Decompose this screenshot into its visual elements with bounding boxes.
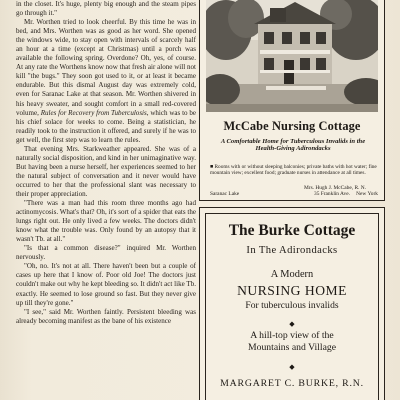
mccabe-features: ■ Rooms with or without sleeping balconies; private baths with hot water; fine mountain view; excellent food; graduate nurses in attendance at all times. bbox=[210, 164, 377, 177]
mccabe-advertisement bbox=[199, 0, 385, 201]
mccabe-proprietor: Mrs. Hugh J. McCabe, R. N. bbox=[304, 185, 366, 191]
burke-view-line: A hill-top view of the bbox=[250, 330, 334, 341]
mccabe-location bbox=[210, 191, 378, 197]
cottage-photo bbox=[206, 0, 378, 112]
article-paragraph: "Oh, no. It's not at all. There haven't been but a couple of cases up here that I know of. Poor old Joe! The doctors just couldn't make out why he kept bleeding so. It didn't act like Tb. exactly. He seemed to lose ground so fast. But they never give up till they're gone." bbox=[16, 262, 196, 307]
burke-view-text bbox=[200, 330, 384, 354]
cottage-photo-image bbox=[206, 0, 378, 112]
burke-advertisement bbox=[199, 207, 385, 400]
article-column bbox=[16, 0, 196, 400]
burke-proprietor: MARGARET C. BURKE, R.N. bbox=[220, 378, 364, 389]
book-title: Rules for Recovery from Tuberculosis bbox=[40, 108, 147, 117]
diamond-ornament-icon: ◆ bbox=[289, 320, 295, 328]
mccabe-title: McCabe Nursing Cottage bbox=[223, 119, 361, 133]
article-paragraph: "I see," said Mr. Worthen faintly. Persistent bleeding was already becoming manifest as the bane of his existence bbox=[16, 307, 196, 325]
burke-nursing-home: NURSING HOME bbox=[237, 283, 347, 298]
mccabe-town: Saranac Lake bbox=[210, 191, 240, 197]
mccabe-subtitle: A Comfortable Home for Tuberculous Invalids in the Health-Giving Adirondacks bbox=[220, 138, 366, 153]
article-paragraph: "Is that a common disease?" inquired Mr. Worthen nervously. bbox=[16, 244, 196, 262]
article-text: Mr. Worthen tried to look cheerful. By this time he was in bed, and Mrs. Worthen was as good as her word. She opened the windows wide, to stay open with intervals of scarcely half an hour at a time (except at Christmas) until a porch was available the following spring. Overdone? Oh, yes, of course. At any rate the Worthens know now that fresh air alone will not kill "the bugs." They soon got used to it, or at least it became endurable. But this dismal August day was extremely cold, even for Saranac Lake at that season. Mr. Worthen shivered in his heavy sweater, and sought comfort in a small red-covered volume, bbox=[16, 18, 196, 117]
article-paragraph: "There was a man had this room three months ago had actinomycosis. What's that? Oh, it's sort of a spider that eats the lungs right out. He only lived a few weeks. The doctors didn't know what the trouble was. Only found by an autopsy that it wasn't Tb. at all." bbox=[16, 199, 196, 244]
burke-for-line: For tuberculous invalids bbox=[245, 300, 339, 311]
mccabe-state: New York bbox=[356, 191, 378, 197]
article-paragraph: in the closet. It's huge, plenty big enough and the steam pipes go through it." bbox=[16, 0, 196, 18]
article-text: , which was to be his chief solace for weeks to come. Being a statistician, he readily took to the instruction it offered, and surely if he was to get well, the first step was to learn the rules. bbox=[16, 108, 196, 144]
mccabe-street: 35 Franklin Ave. bbox=[314, 191, 350, 198]
burke-location: In The Adirondacks bbox=[246, 245, 338, 256]
burke-modern-line: A Modern bbox=[270, 269, 314, 280]
diamond-ornament-icon: ◆ bbox=[289, 363, 295, 371]
burke-title: The Burke Cottage bbox=[228, 222, 356, 239]
burke-view-line: Mountains and Village bbox=[247, 342, 337, 354]
article-paragraph bbox=[16, 18, 196, 145]
article-paragraph: That evening Mrs. Starkweather appeared. She was of a naturally social disposition, and kind in her unimaginative way. But having been a nurse herself, her experiences seemed to her the natural subject of conversation and it never would have occurred to her that the professional slant was necessary to their proper appreciation. bbox=[16, 144, 196, 198]
